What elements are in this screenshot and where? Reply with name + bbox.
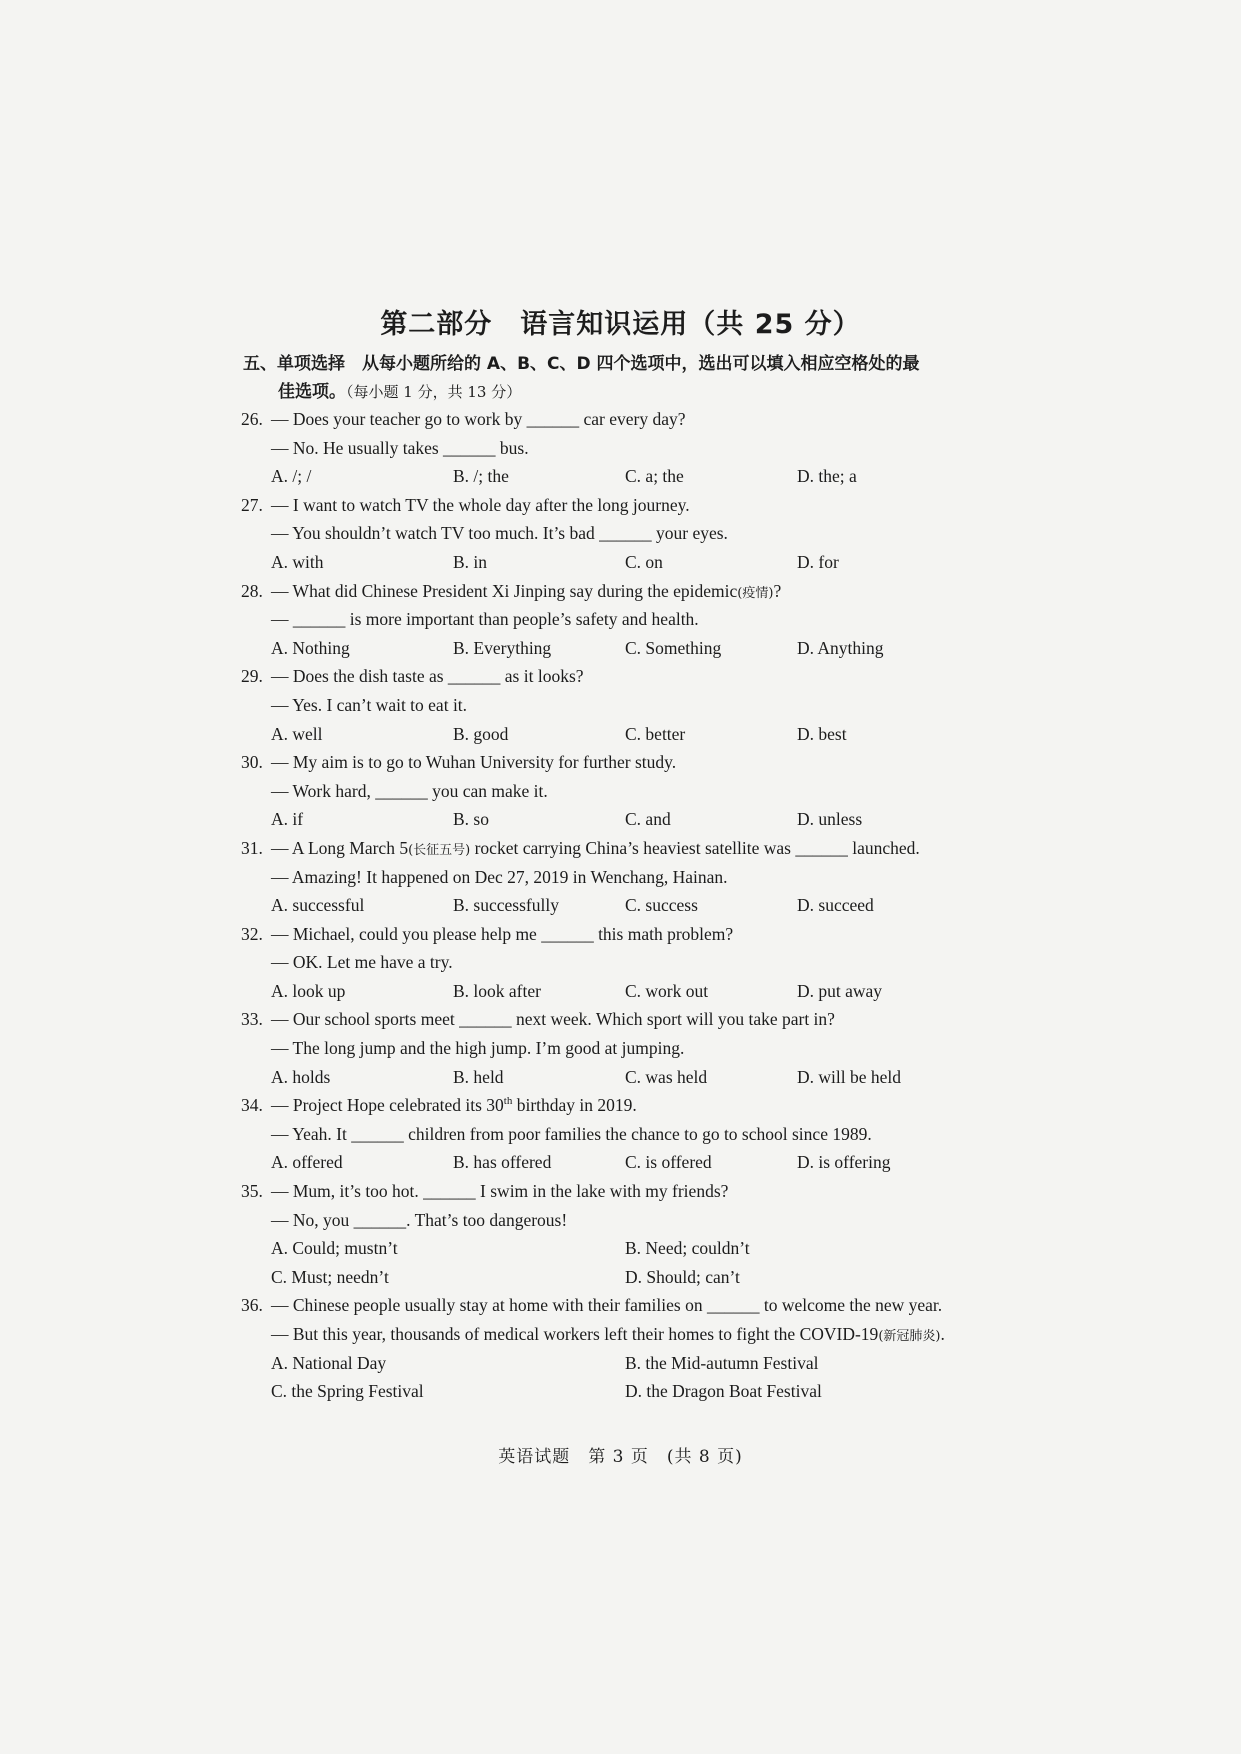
option-c[interactable]: C. was held bbox=[625, 1066, 708, 1087]
option-a[interactable]: A. offered bbox=[271, 1152, 343, 1173]
question-number: 26. bbox=[241, 409, 263, 429]
option-d[interactable]: D. will be held bbox=[797, 1066, 902, 1087]
chinese-gloss: (疫情) bbox=[737, 585, 774, 601]
question-26 bbox=[241, 405, 1021, 491]
option-a[interactable]: A. /; / bbox=[271, 466, 312, 487]
option-b[interactable]: B. Need; couldn’t bbox=[625, 1238, 750, 1259]
option-b[interactable]: B. successfully bbox=[453, 895, 559, 916]
option-b[interactable]: B. in bbox=[453, 551, 488, 572]
chinese-gloss: (新冠肺炎) bbox=[878, 1329, 941, 1344]
answer-line: — Work hard, ______ you can make it. bbox=[271, 780, 548, 801]
option-d[interactable]: D. Should; can’t bbox=[625, 1266, 740, 1287]
option-c[interactable]: C. the Spring Festival bbox=[271, 1381, 424, 1402]
options-row bbox=[241, 1234, 1021, 1263]
options-row bbox=[241, 891, 1021, 920]
options-row bbox=[241, 805, 1021, 834]
chinese-gloss: (长征五号) bbox=[408, 842, 471, 858]
option-c[interactable]: C. a; the bbox=[625, 466, 684, 487]
question-number: 36. bbox=[241, 1295, 263, 1316]
question-number: 34. bbox=[241, 1095, 263, 1116]
option-a[interactable]: A. successful bbox=[271, 895, 365, 916]
ordinal-suffix: th bbox=[503, 1095, 513, 1108]
question-28: 28. — What did Chinese President Xi Jinping say during the epidemic(疫情)? — ______ is more important than people’s safety and health. A. Nothing B. Everything C. Something D. Anything bbox=[241, 577, 1021, 663]
option-d[interactable]: D. best bbox=[797, 723, 847, 744]
answer-line: — But this year, thousands of medical workers left their homes to fight the COVID-19(新冠肺炎). bbox=[271, 1324, 945, 1344]
options-row bbox=[241, 548, 1021, 577]
option-c[interactable]: C. Must; needn’t bbox=[271, 1266, 389, 1287]
question-number: 27. bbox=[241, 494, 263, 515]
page-footer: 英语试题 第 3 页 (共 8 页) bbox=[498, 1447, 743, 1467]
question-line: — My aim is to go to Wuhan University for further study. bbox=[271, 752, 677, 773]
option-a[interactable]: A. Nothing bbox=[271, 637, 350, 658]
options-row bbox=[241, 1063, 1021, 1092]
question-line: — Does your teacher go to work by ______ car every day? bbox=[271, 409, 686, 429]
question-30 bbox=[241, 748, 1021, 834]
option-b[interactable]: B. has offered bbox=[453, 1152, 552, 1173]
option-a[interactable]: A. holds bbox=[271, 1066, 331, 1087]
question-29 bbox=[241, 662, 1021, 748]
answer-line: — No. He usually takes ______ bus. bbox=[271, 437, 529, 458]
question-line: — Michael, could you please help me ______ this math problem? bbox=[271, 923, 734, 944]
question-line: — Chinese people usually stay at home with their families on ______ to welcome the new year. bbox=[271, 1295, 943, 1316]
option-c[interactable]: C. and bbox=[625, 809, 671, 830]
section-heading-cont: 佳选项。（每小题 1 分，共 13 分） bbox=[278, 382, 522, 402]
section-instructions bbox=[243, 350, 1003, 406]
answer-line: — OK. Let me have a try. bbox=[271, 952, 453, 973]
options-row bbox=[241, 1148, 1021, 1177]
question-number: 29. bbox=[241, 666, 263, 687]
answer-line: — Amazing! It happened on Dec 27, 2019 in Wenchang, Hainan. bbox=[271, 866, 728, 887]
question-number: 30. bbox=[241, 752, 263, 773]
answer-line: — The long jump and the high jump. I’m good at jumping. bbox=[271, 1038, 685, 1059]
options-row bbox=[241, 1263, 1021, 1292]
options-row bbox=[241, 1377, 1021, 1406]
question-number: 31. bbox=[241, 837, 263, 858]
question-line: — Does the dish taste as ______ as it looks? bbox=[271, 666, 584, 687]
option-c[interactable]: C. better bbox=[625, 723, 686, 744]
option-c[interactable]: C. work out bbox=[625, 980, 709, 1001]
answer-line: — ______ is more important than people’s safety and health. bbox=[271, 609, 699, 630]
question-line: — What did Chinese President Xi Jinping say during the epidemic bbox=[271, 580, 738, 601]
option-b[interactable]: B. held bbox=[453, 1066, 504, 1087]
answer-line: — No, you ______. That’s too dangerous! bbox=[271, 1209, 568, 1230]
options-row bbox=[241, 634, 1021, 663]
question-list bbox=[241, 405, 1021, 1406]
section-heading: 五、单项选择 从每小题所给的 A、B、C、D 四个选项中，选出可以填入相应空格处的最 bbox=[243, 354, 920, 374]
option-a[interactable]: A. well bbox=[271, 723, 323, 744]
option-d[interactable]: D. put away bbox=[797, 980, 883, 1001]
option-d[interactable]: D. succeed bbox=[797, 895, 874, 916]
option-a[interactable]: A. with bbox=[271, 551, 324, 572]
option-a[interactable]: A. look up bbox=[271, 980, 346, 1001]
option-c[interactable]: C. is offered bbox=[625, 1152, 712, 1173]
option-a[interactable]: A. National Day bbox=[271, 1352, 387, 1373]
option-b[interactable]: B. the Mid-autumn Festival bbox=[625, 1352, 819, 1373]
option-c[interactable]: C. success bbox=[625, 895, 698, 916]
option-b[interactable]: B. /; the bbox=[453, 466, 509, 487]
question-35 bbox=[241, 1177, 1021, 1291]
question-number: 35. bbox=[241, 1181, 263, 1202]
option-c[interactable]: C. Something bbox=[625, 637, 722, 658]
options-row bbox=[241, 1349, 1021, 1378]
option-b[interactable]: B. good bbox=[453, 723, 509, 744]
question-line: — I want to watch TV the whole day after the long journey. bbox=[271, 494, 690, 515]
option-a[interactable]: A. if bbox=[271, 809, 304, 830]
answer-line: — Yeah. It ______ children from poor families the chance to go to school since 1989. bbox=[271, 1123, 872, 1144]
option-d[interactable]: D. unless bbox=[797, 809, 863, 830]
question-27 bbox=[241, 491, 1021, 577]
answer-line: — Yes. I can’t wait to eat it. bbox=[271, 694, 468, 715]
option-d[interactable]: D. the; a bbox=[797, 466, 857, 487]
question-line: — Project Hope celebrated its 30 bbox=[271, 1095, 504, 1116]
answer-line: — You shouldn’t watch TV too much. It’s bad ______ your eyes. bbox=[271, 523, 728, 544]
question-line: — A Long March 5 bbox=[271, 837, 409, 858]
section-note: （每小题 1 分，共 13 分） bbox=[346, 383, 522, 401]
options-row bbox=[241, 720, 1021, 749]
question-34: 34. — Project Hope celebrated its 30th birthday in 2019. — Yeah. It ______ children from poor families the chance to go to school since 1989. A. offered B. has offered C. is offered D. is offering bbox=[241, 1091, 1021, 1177]
question-31: 31. — A Long March 5(长征五号) rocket carrying China’s heaviest satellite was ______ launched. — Amazing! It happened on Dec 27, 2019 in Wenchang, Hainan. A. successful B. successfully C. success D. succeed bbox=[241, 834, 1021, 920]
part-title: 第二部分 语言知识运用（共 25 分） bbox=[380, 309, 861, 340]
option-a[interactable]: A. Could; mustn’t bbox=[271, 1238, 398, 1259]
option-d[interactable]: D. Anything bbox=[797, 637, 884, 658]
option-d[interactable]: D. for bbox=[797, 551, 839, 572]
question-number: 32. bbox=[241, 923, 263, 944]
option-d[interactable]: D. is offering bbox=[797, 1152, 891, 1173]
question-line: — Our school sports meet ______ next week. Which sport will you take part in? bbox=[271, 1009, 835, 1030]
question-36 bbox=[241, 1291, 1021, 1405]
option-b[interactable]: B. look after bbox=[453, 980, 541, 1001]
question-33 bbox=[241, 1005, 1021, 1091]
options-row bbox=[241, 462, 1021, 491]
option-b[interactable]: B. Everything bbox=[453, 637, 552, 658]
question-number: 28. bbox=[241, 580, 263, 601]
options-row bbox=[241, 977, 1021, 1006]
option-d[interactable]: D. the Dragon Boat Festival bbox=[625, 1381, 822, 1402]
option-b[interactable]: B. so bbox=[453, 809, 489, 830]
question-32 bbox=[241, 920, 1021, 1006]
question-line: — Mum, it’s too hot. ______ I swim in the lake with my friends? bbox=[271, 1181, 729, 1202]
option-c[interactable]: C. on bbox=[625, 551, 663, 572]
question-number: 33. bbox=[241, 1009, 263, 1030]
